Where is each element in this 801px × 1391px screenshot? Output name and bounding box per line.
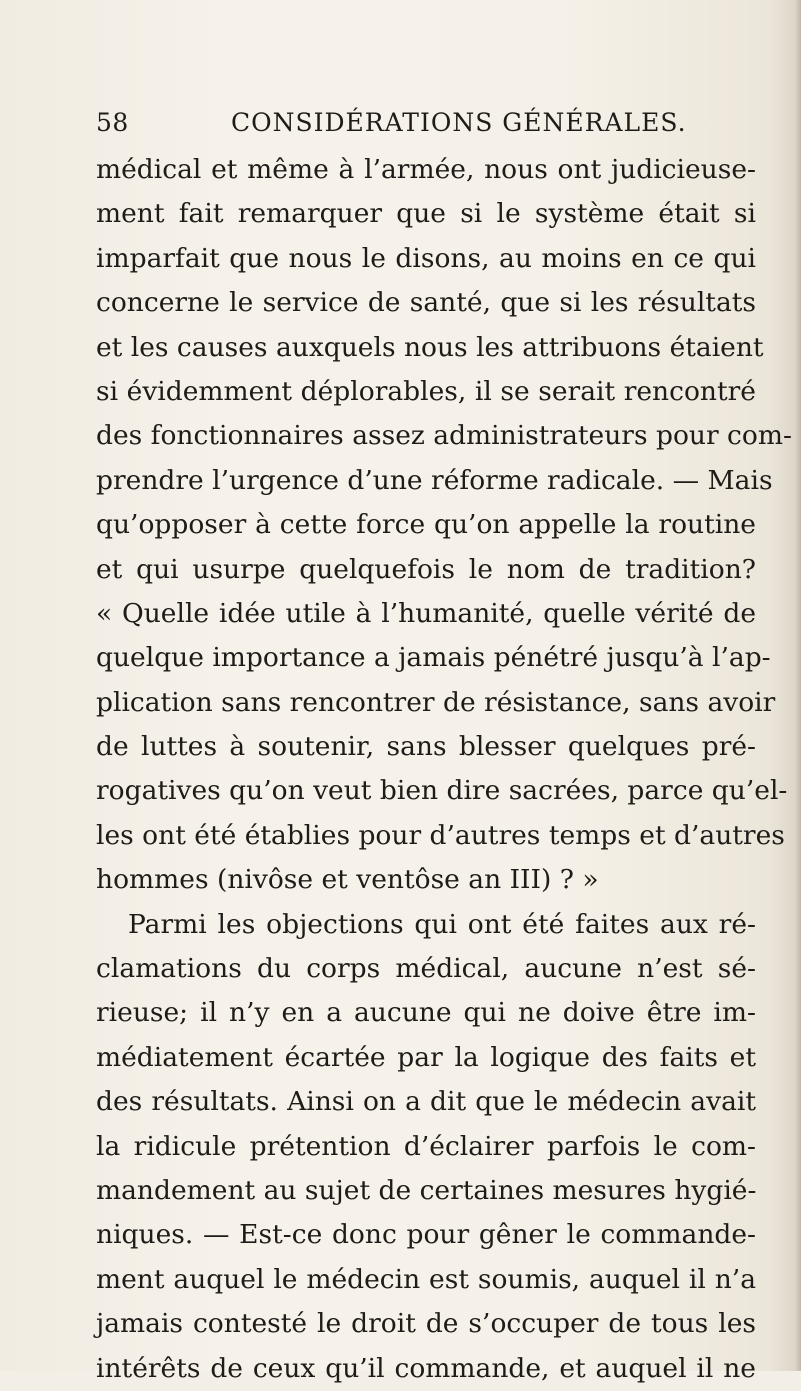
text-line: mandement au sujet de certaines mesures hygié- [96,1174,757,1206]
running-header [96,108,736,144]
text-line: jamais contesté le droit de s’occuper de tous les [96,1308,756,1340]
text-line: « Quelle idée utile à l’humanité, quelle vérité de [96,597,756,629]
text-line: clamations du corps médical, aucune n’est sé- [96,953,756,985]
page-edge-shadow [795,0,801,1371]
text-line: plication sans rencontrer de résistance, sans avoir [96,686,776,718]
text-line: ment fait remarquer que si le système était si [96,198,756,230]
text-line: la ridicule prétention d’éclairer parfois le com- [96,1130,756,1162]
text-line: si évidemment déplorables, il se serait rencontré [96,375,756,407]
text-line: les ont été établies pour d’autres temps et d’autres [96,819,785,851]
running-title: CONSIDÉRATIONS GÉNÉRALES. [231,108,687,137]
text-line: qu’opposer à cette force qu’on appelle la routine [96,509,756,541]
text-line: rieuse; il n’y en a aucune qui ne doive être im- [96,997,756,1029]
text-line: médical et même à l’armée, nous ont judicieuse- [96,154,756,185]
text-line: et qui usurpe quelquefois le nom de tradition? [96,553,756,585]
text-line: prendre l’urgence d’une réforme radicale. — Mais [96,464,773,496]
text-line: rogatives qu’on veut bien dire sacrées, parce qu’el- [96,775,788,807]
body-text [96,148,792,1391]
text-line: des fonctionnaires assez administrateurs pour com- [96,420,792,452]
text-line: concerne le service de santé, que si les résultats [96,287,756,319]
text-line: hommes (nivôse et ventôse an III) ? » [96,864,599,896]
text-line: ment auquel le médecin est soumis, auquel il n’a [96,1263,756,1295]
text-line: médiatement écartée par la logique des faits et [96,1041,756,1073]
text-line: intérêts de ceux qu’il commande, et auquel il ne [96,1352,756,1384]
text-line: et les causes auxquels nous les attribuons étaient [96,331,764,363]
page-number: 58 [96,108,129,137]
text-line: niques. — Est-ce donc pour gêner le commande- [96,1219,756,1251]
text-line: Parmi les objections qui ont été faites aux ré- [128,908,756,940]
text-line: de luttes à soutenir, sans blesser quelques pré- [96,731,756,763]
text-line: quelque importance a jamais pénétré jusqu’à l’ap- [96,642,771,674]
text-line: des résultats. Ainsi on a dit que le médecin avait [96,1086,756,1118]
text-line: imparfait que nous le disons, au moins en ce qui [96,242,756,274]
